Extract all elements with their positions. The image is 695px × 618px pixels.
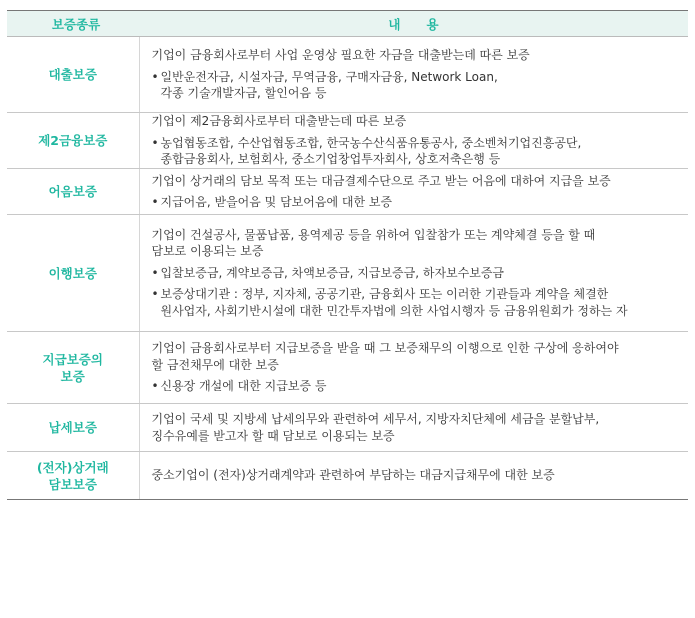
guarantee-description	[152, 173, 683, 190]
bullet-line: 입찰보증금, 계약보증금, 차액보증금, 지급보증금, 하자보수보증금	[160, 265, 505, 280]
guarantee-type-label: 이행보증	[48, 265, 97, 281]
bullet-item	[152, 265, 683, 282]
guarantee-type-label: 어음보증	[48, 184, 97, 199]
bullet-line: 지급어음, 받을어음 및 담보어음에 대한 보증	[160, 195, 393, 209]
bullet-line: 보증상대기관 : 정부, 지자체, 공공기관, 금융회사 또는 이러한 기관들과 계약을 체결한	[160, 287, 609, 302]
table-row	[7, 215, 688, 332]
guarantee-type-label: 대출보증	[48, 67, 97, 82]
guarantee-description	[152, 227, 683, 260]
description-line: 기업이 금융회사로부터 지급보증을 받을 때 그 보증채무의 이행으로 인한 구상에 응하여야	[151, 341, 619, 356]
guarantee-type-label: (전자)상거래	[36, 459, 109, 475]
guarantee-description	[152, 113, 683, 130]
guarantee-type-label: 제2금융보증	[38, 133, 108, 148]
bullet-line: 농업협동조합, 수산업협동조합, 한국농수산식품유통공사, 중소벤처기업진흥공단,	[160, 135, 582, 150]
bullet-item	[152, 378, 683, 395]
description-line: 담보로 이용되는 보증	[151, 244, 264, 259]
description-line: 기업이 국세 및 지방세 납세의무와 관련하여 세무서, 지방자치단체에 세금을 분할납부,	[151, 412, 600, 426]
guarantee-type-cell	[7, 215, 139, 332]
guarantee-content-cell	[139, 37, 688, 113]
bullet-list	[152, 135, 683, 168]
guarantee-type-label: 지급보증의	[42, 351, 103, 367]
guarantee-description	[152, 340, 683, 373]
guarantee-type-cell	[7, 113, 139, 169]
guarantee-type-label: 담보보증	[48, 476, 97, 492]
description-line: 할 금전채무에 대한 보증	[151, 357, 279, 372]
guarantee-type-cell	[7, 332, 139, 404]
guarantee-type-cell	[7, 37, 139, 113]
description-line: 중소기업이 (전자)상거래계약과 관련하여 부담하는 대금지급채무에 대한 보증	[151, 468, 555, 483]
description-line: 기업이 금융회사로부터 사업 운영상 필요한 자금을 대출받는데 따른 보증	[151, 48, 530, 63]
bullet-list	[152, 265, 683, 320]
table-row	[7, 169, 688, 215]
table-row	[7, 404, 688, 452]
guarantee-description	[152, 411, 683, 444]
guarantee-description	[152, 47, 683, 64]
bullet-dot-icon: •	[151, 265, 159, 280]
guarantee-type-cell	[7, 169, 139, 215]
description-line: 기업이 건설공사, 물품납품, 용역제공 등을 위하여 입찰참가 또는 계약체결 등을 할 때	[151, 227, 596, 242]
guarantee-table-container	[7, 0, 688, 500]
header-guarantee-type: 보증종류	[7, 11, 139, 37]
bullet-line: 각종 기술개발자금, 할인어음 등	[160, 86, 327, 101]
table-row	[7, 332, 688, 404]
bullet-line: 원사업자, 사회기반시설에 대한 민간투자법에 의한 사업시행자 등 금융위원회가 정하는 자	[160, 303, 628, 318]
table-body	[7, 37, 688, 500]
bullet-line: 신용장 개설에 대한 지급보증 등	[160, 379, 327, 394]
bullet-line: 일반운전자금, 시설자금, 무역금융, 구매자금융, Network Loan,	[160, 69, 498, 84]
bullet-line: 종합금융회사, 보험회사, 중소기업창업투자회사, 상호저축은행 등	[160, 152, 501, 167]
bullet-dot-icon: •	[151, 195, 159, 209]
guarantee-content-cell	[139, 169, 688, 215]
bullet-item	[152, 135, 683, 168]
bullet-item	[152, 286, 683, 319]
description-line: 징수유예를 받고자 할 때 담보로 이용되는 보증	[151, 428, 395, 443]
guarantee-content-cell	[139, 452, 688, 500]
table-row	[7, 37, 688, 113]
bullet-dot-icon: •	[151, 287, 159, 302]
bullet-item	[152, 69, 683, 102]
guarantee-type-label: 보증	[60, 368, 85, 384]
bullet-item	[152, 194, 683, 211]
table-row	[7, 452, 688, 500]
table-header-row	[7, 11, 688, 37]
guarantee-content-cell	[139, 332, 688, 404]
guarantee-type-cell	[7, 452, 139, 500]
guarantee-types-table	[7, 10, 688, 500]
description-line: 기업이 상거래의 담보 목적 또는 대금결제수단으로 주고 받는 어음에 대하여 지급을 보증	[151, 173, 611, 188]
guarantee-content-cell	[139, 404, 688, 452]
table-row	[7, 113, 688, 169]
bullet-dot-icon: •	[151, 135, 159, 150]
bullet-dot-icon: •	[151, 379, 159, 394]
bullet-dot-icon: •	[151, 69, 159, 84]
description-line: 기업이 제2금융회사로부터 대출받는데 따른 보증	[151, 114, 407, 129]
guarantee-type-cell	[7, 404, 139, 452]
guarantee-description	[152, 467, 683, 484]
header-content: 내 용	[139, 11, 688, 37]
bullet-list	[152, 69, 683, 102]
guarantee-content-cell	[139, 113, 688, 169]
bullet-list	[152, 194, 683, 211]
guarantee-type-label: 납세보증	[48, 420, 97, 435]
bullet-list	[152, 378, 683, 395]
guarantee-content-cell	[139, 215, 688, 332]
